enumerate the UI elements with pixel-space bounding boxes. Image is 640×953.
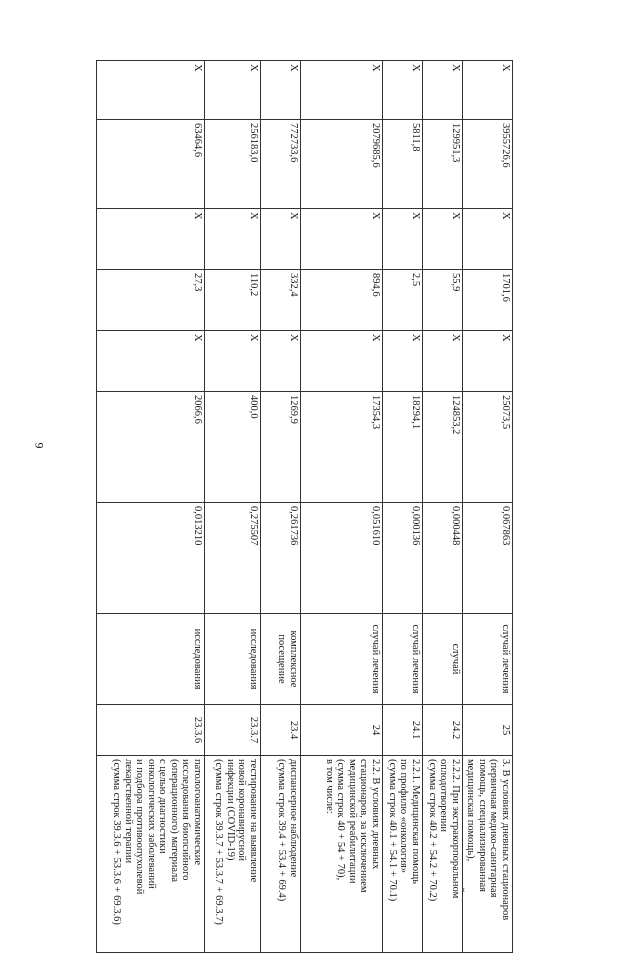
cell-text-cost: 124853,2 [450,395,461,435]
cell-text-cost: 17354,3 [370,395,381,430]
cell-text-c3: Х [248,212,259,220]
cell-c2 [383,270,423,331]
cell-text-norm: 0,067863 [500,506,511,546]
cell-text-c1: Х [500,334,511,342]
cell-c5 [205,61,261,120]
cell-c3 [423,209,463,270]
cell-c3 [97,209,205,270]
cell-text-unit: случай лечения [500,624,511,694]
cell-name [463,756,513,953]
cell-c1 [423,331,463,392]
cell-c2 [463,270,513,331]
cell-norm [301,503,383,614]
cell-text-c1: Х [192,334,203,342]
cell-text-c4: 256183,0 [248,123,259,163]
cell-c2 [261,270,301,331]
cell-text-line: 24.2 [450,720,461,740]
cell-text-c2: 894,6 [370,273,381,297]
cell-norm [423,503,463,614]
cell-line [205,705,261,756]
cell-c4 [463,120,513,209]
cell-text-name: тестирование на выявление новой коронавирусной инфекции (COVID-19) (сумма строк 39.3.7 + 53.3.7 + 69.3.7) [213,759,259,925]
cell-c1 [383,331,423,392]
cell-text-unit: случай [450,643,461,675]
cell-line [301,705,383,756]
cell-c5 [383,61,423,120]
cell-c3 [383,209,423,270]
cell-cost [97,392,205,503]
cell-c4 [301,120,383,209]
cell-text-line: 24 [370,724,381,736]
cell-c5 [97,61,205,120]
cell-text-line: 23.4 [288,720,299,740]
cell-text-c3: Х [410,212,421,220]
cell-c2 [97,270,205,331]
cell-text-c4: 2079685,6 [370,123,381,168]
cell-norm [463,503,513,614]
cell-text-c2: 332,4 [288,273,299,297]
cell-norm [97,503,205,614]
cell-text-c1: Х [450,334,461,342]
cell-text-unit: случай лечения [410,624,421,694]
cell-text-unit: исследования [248,628,259,690]
cell-text-c5: Х [370,64,381,72]
cell-c3 [205,209,261,270]
cell-c5 [463,61,513,120]
cell-c4 [261,120,301,209]
cell-c3 [463,209,513,270]
cell-text-c4: 5811,8 [410,123,421,152]
cell-text-c5: Х [410,64,421,72]
cell-text-c3: Х [288,212,299,220]
cell-text-c5: Х [450,64,461,72]
cell-c4 [383,120,423,209]
cell-cost [463,392,513,503]
cell-unit [97,614,205,705]
cell-c1 [463,331,513,392]
cell-text-name: патологоанатомические исследования биопсийного (операционного) материала с целью диагностики онкологических заболеваний и подбора противоопухолевой лекарственной терапии (сумма строк 39.3.6 + 53.3.6 + 69.3.6) [111,759,203,925]
cell-text-line: 24.1 [410,720,421,740]
cell-text-name: 2.2. В условиях дневных стационаров, за исключением медицинской реабилитации (сумма строк 40 + 54 + 70), в том числе: [323,759,381,893]
cell-text-c2: 1701,6 [500,273,511,302]
cell-c1 [97,331,205,392]
cell-text-c1: Х [370,334,381,342]
cell-text-name: 3. В условиях дневных стационаров (первичная медико-санитарная помощь, специализированная медицинская помощь), за исключением медицинской [462,759,511,921]
cell-norm [261,503,301,614]
cell-text-c5: Х [288,64,299,72]
cell-text-c2: 55,9 [450,273,461,292]
cell-text-c4: 129951,3 [450,123,461,163]
cell-text-cost: 2066,6 [192,395,203,424]
cell-text-unit: исследования [192,628,203,690]
cell-name [261,756,301,953]
cell-text-c2: 27,3 [192,273,203,292]
cell-line [463,705,513,756]
cell-text-norm: 0,000448 [450,506,461,546]
cell-text-cost: 18294,1 [410,395,421,430]
cell-unit [383,614,423,705]
cell-text-c4: 63464,6 [192,123,203,158]
cell-text-c3: Х [500,212,511,220]
cell-unit [463,614,513,705]
cell-c4 [423,120,463,209]
cell-name [423,756,463,953]
cell-text-cost: 1269,9 [288,395,299,424]
cell-text-c3: Х [370,212,381,220]
cell-name [383,756,423,953]
cell-c1 [301,331,383,392]
document-table [96,60,513,953]
cell-text-c5: Х [248,64,259,72]
cell-name [205,756,261,953]
cell-text-c2: 110,2 [248,273,259,297]
cell-text-c1: Х [410,334,421,342]
cell-text-c5: Х [500,64,511,72]
cell-text-norm: 0,000136 [410,506,421,546]
cell-line [97,705,205,756]
cell-norm [383,503,423,614]
cell-unit [301,614,383,705]
cell-cost [301,392,383,503]
cell-c1 [261,331,301,392]
cell-text-cost: 25073,5 [500,395,511,430]
cell-text-c3: Х [192,212,203,220]
cell-text-c2: 2,5 [410,273,421,287]
cell-text-unit: случай лечения [370,624,381,694]
cell-unit [261,614,301,705]
cell-text-c1: Х [248,334,259,342]
cell-cost [261,392,301,503]
cell-c3 [301,209,383,270]
cell-cost [205,392,261,503]
cell-text-norm: 0,051610 [370,506,381,546]
cell-text-c1: Х [288,334,299,342]
cell-text-unit: комплексное посещение [276,630,299,688]
cell-line [423,705,463,756]
cell-text-line: 23.3.6 [192,716,203,744]
cell-c5 [423,61,463,120]
cell-norm [205,503,261,614]
cell-text-norm: 0,013210 [192,506,203,546]
cell-c5 [301,61,383,120]
cell-text-name: 2.2.2. При экстракорпоральном оплодотворении (сумма строк 40.2 + 54.2 + 70.2) [426,759,461,902]
cell-c3 [261,209,301,270]
cell-text-line: 25 [500,724,511,736]
cell-line [261,705,301,756]
cell-text-c3: Х [450,212,461,220]
cell-c4 [97,120,205,209]
cell-text-c4: 3955726,6 [500,123,511,168]
cell-c5 [261,61,301,120]
cell-unit [423,614,463,705]
cell-text-norm: 0,261736 [288,506,299,546]
cell-text-cost: 400,0 [248,395,259,419]
page-number: 9 [32,442,47,449]
cell-cost [383,392,423,503]
cell-text-line: 23.3.7 [248,716,259,744]
cell-unit [205,614,261,705]
cell-text-c4: 772733,6 [288,123,299,163]
cell-c2 [205,270,261,331]
cell-c2 [301,270,383,331]
cell-text-c5: Х [192,64,203,72]
cell-text-name: 2.2.1. Медицинская помощь по профилю «онкология» (сумма строк 40.1 + 54.1 + 70.1) [386,759,421,902]
cell-name [301,756,383,953]
cell-line [383,705,423,756]
cell-cost [423,392,463,503]
cell-c2 [423,270,463,331]
cell-text-norm: 0,275507 [248,506,259,546]
cell-c1 [205,331,261,392]
cell-name [97,756,205,953]
cell-c4 [205,120,261,209]
cell-text-name: диспансерное наблюдение (сумма строк 39.4 + 53.4 + 69.4) [276,759,299,902]
